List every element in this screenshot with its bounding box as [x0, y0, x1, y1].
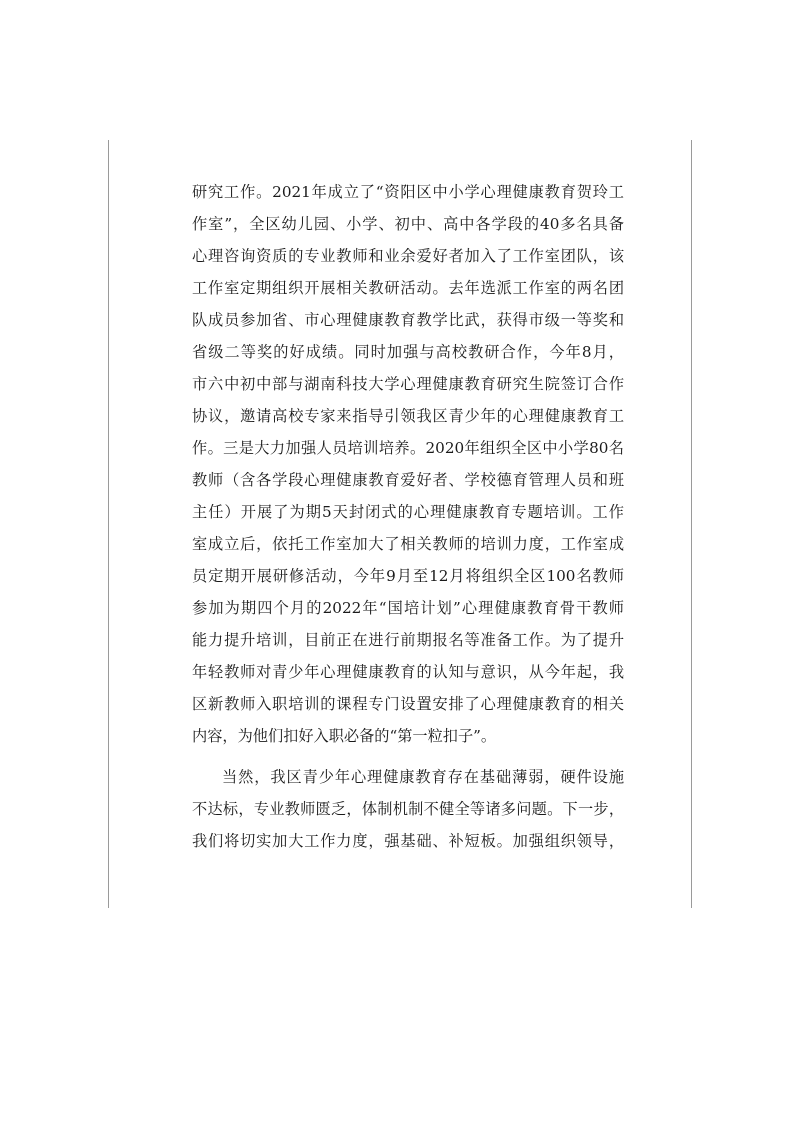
page-left-border	[108, 140, 109, 908]
text-line: 作室”，全区幼儿园、小学、初中、高中各学段的40多名具备	[192, 215, 624, 233]
text-line: 主任）开展了为期5天封闭式的心理健康教育专题培训。工作	[192, 503, 624, 521]
text-line: 工作室定期组织开展相关教研活动。去年选派工作室的两名团	[192, 279, 624, 297]
text-line: 内容，为他们扣好入职必备的“第一粒扣子”。	[192, 727, 497, 745]
paragraph-1	[192, 176, 624, 752]
text-line: 研究工作。2021年成立了“资阳区中小学心理健康教育贺玲工	[192, 183, 624, 201]
text-line: 不达标，专业教师匮乏，体制机制不健全等诸多问题。下一步，	[192, 800, 624, 818]
text-line: 市六中初中部与湖南科技大学心理健康教育研究生院签订合作	[192, 375, 624, 393]
text-line: 能力提升培训，目前正在进行前期报名等准备工作。为了提升	[192, 631, 624, 649]
paragraph-gap	[192, 752, 624, 761]
text-line: 省级二等奖的好成绩。同时加强与高校教研合作，今年8月，	[192, 343, 624, 361]
page-right-border	[691, 140, 692, 908]
text-line: 队成员参加省、市心理健康教育教学比武，获得市级一等奖和	[192, 311, 624, 329]
text-line: 教师（含各学段心理健康教育爱好者、学校德育管理人员和班	[192, 471, 624, 489]
text-line: 区新教师入职培训的课程专门设置安排了心理健康教育的相关	[192, 695, 624, 713]
text-line: 室成立后，依托工作室加大了相关教师的培训力度，工作室成	[192, 535, 624, 553]
text-line: 我们将切实加大工作力度，强基础、补短板。加强组织领导，	[192, 832, 624, 850]
paragraph-2	[192, 761, 624, 857]
document-body	[192, 176, 624, 857]
text-line: 年轻教师对青少年心理健康教育的认知与意识，从今年起，我	[192, 663, 624, 681]
text-line: 员定期开展研修活动，今年9月至12月将组织全区100名教师	[192, 567, 624, 585]
text-line: 当然，我区青少年心理健康教育存在基础薄弱，硬件设施	[222, 768, 624, 786]
text-line: 协议，邀请高校专家来指导引领我区青少年的心理健康教育工	[192, 407, 624, 425]
text-line: 作。三是大力加强人员培训培养。2020年组织全区中小学80名	[192, 439, 624, 457]
text-line: 心理咨询资质的专业教师和业余爱好者加入了工作室团队，该	[192, 247, 624, 265]
text-line: 参加为期四个月的2022年“国培计划”心理健康教育骨干教师	[192, 599, 624, 617]
